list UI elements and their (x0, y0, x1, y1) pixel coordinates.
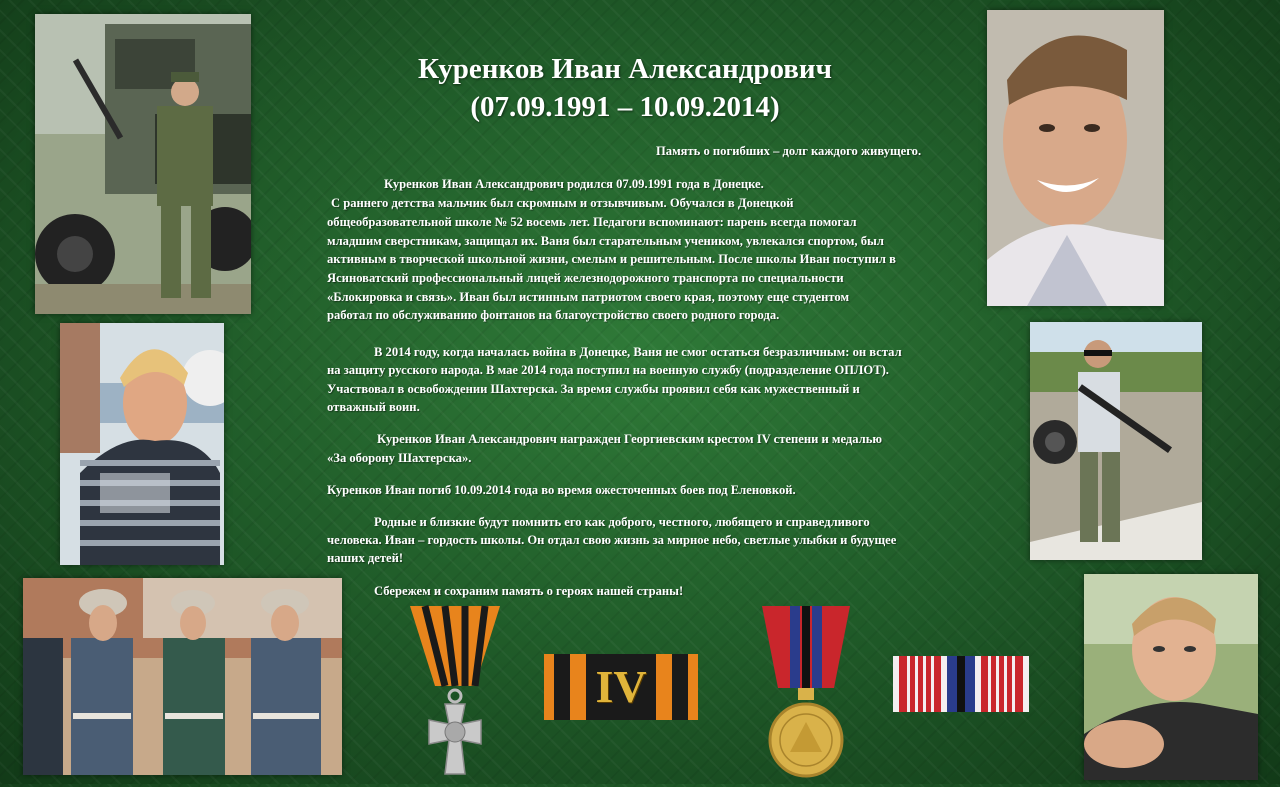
bio-line: отважный воин. (327, 400, 420, 414)
shakhtersk-defense-medal-icon (760, 604, 852, 780)
bio-line: работал по обслуживанию фонтанов на благоустройство своего родного города. (327, 308, 780, 322)
photo-honor-guard (23, 578, 342, 775)
bio-line: «За оборону Шахтерска». (327, 451, 472, 465)
bio-line: В 2014 году, когда началась война в Донецке, Ваня не смог остаться безразличным: он встал (374, 345, 902, 359)
hero-name: Куренков Иван Александрович (417, 53, 832, 85)
bio-line: Куренков Иван Александрович награжден Георгиевским крестом IV степени и медалью (377, 432, 883, 446)
photo-striped-shirt (60, 323, 224, 565)
bio-line: общеобразовательной школе № 52 восемь лет. Педагоги вспоминают: парень всегда помогал (327, 215, 857, 229)
shakhtersk-ribbon-bar (893, 656, 1029, 712)
st-george-cross-icon (405, 604, 505, 782)
photo-portrait-outdoor (1084, 574, 1258, 780)
bio-line: Ясиноватский профессиональный лицей железнодорожного транспорта по специальности (327, 271, 844, 285)
page-title (330, 50, 920, 126)
photo-soldier-with-rifle (1030, 322, 1202, 560)
epigraph: Память о погибших – долг каждого живущего. (656, 144, 922, 158)
hero-dates: (07.09.1991 – 10.09.2014) (470, 91, 780, 123)
bio-line: Куренков Иван Александрович родился 07.09.1991 года в Донецке. (384, 177, 764, 191)
closing-line: Сбережем и сохраним память о героях нашей страны! (374, 584, 684, 598)
bio-line: младшим сверстникам, защищал их. Ваня был старательным учеником, увлекался спортом, был (327, 234, 884, 248)
bio-paragraph-4: Куренков Иван погиб 10.09.2014 года во время ожесточенных боев под Еленовкой. (327, 483, 796, 497)
bio-line: активным в творческой школьной жизни, смелым и решительным. После школы Иван поступил в (327, 252, 896, 266)
st-george-ribbon-bar (544, 654, 698, 720)
bio-line: Родные и близкие будут помнить его как доброго, честного, любящего и справедливого (374, 515, 870, 529)
bio-line: С раннего детства мальчик был скромным и отзывчивым. Обучался в Донецкой (331, 196, 794, 210)
photo-portrait-smiling (987, 10, 1164, 306)
bio-line: на защиту русского народа. В мае 2014 года поступил на военную службу (подразделение ОПЛОТ). (327, 363, 889, 377)
bio-line: Участвовал в освобождении Шахтерска. За время службы проявил себя как мужественный и (327, 382, 860, 396)
bio-line: «Блокировка и связь». Иван был истинным патриотом своего края, поэтому еще студентом (327, 290, 850, 304)
ribbon-class-label: IV (595, 661, 647, 712)
bio-line: наших детей! (327, 551, 404, 565)
photo-soldier-with-truck (35, 14, 251, 314)
bio-line: человека. Иван – гордость школы. Он отдал свою жизнь за мирное небо, светлые улыбки и будущее (327, 533, 897, 547)
